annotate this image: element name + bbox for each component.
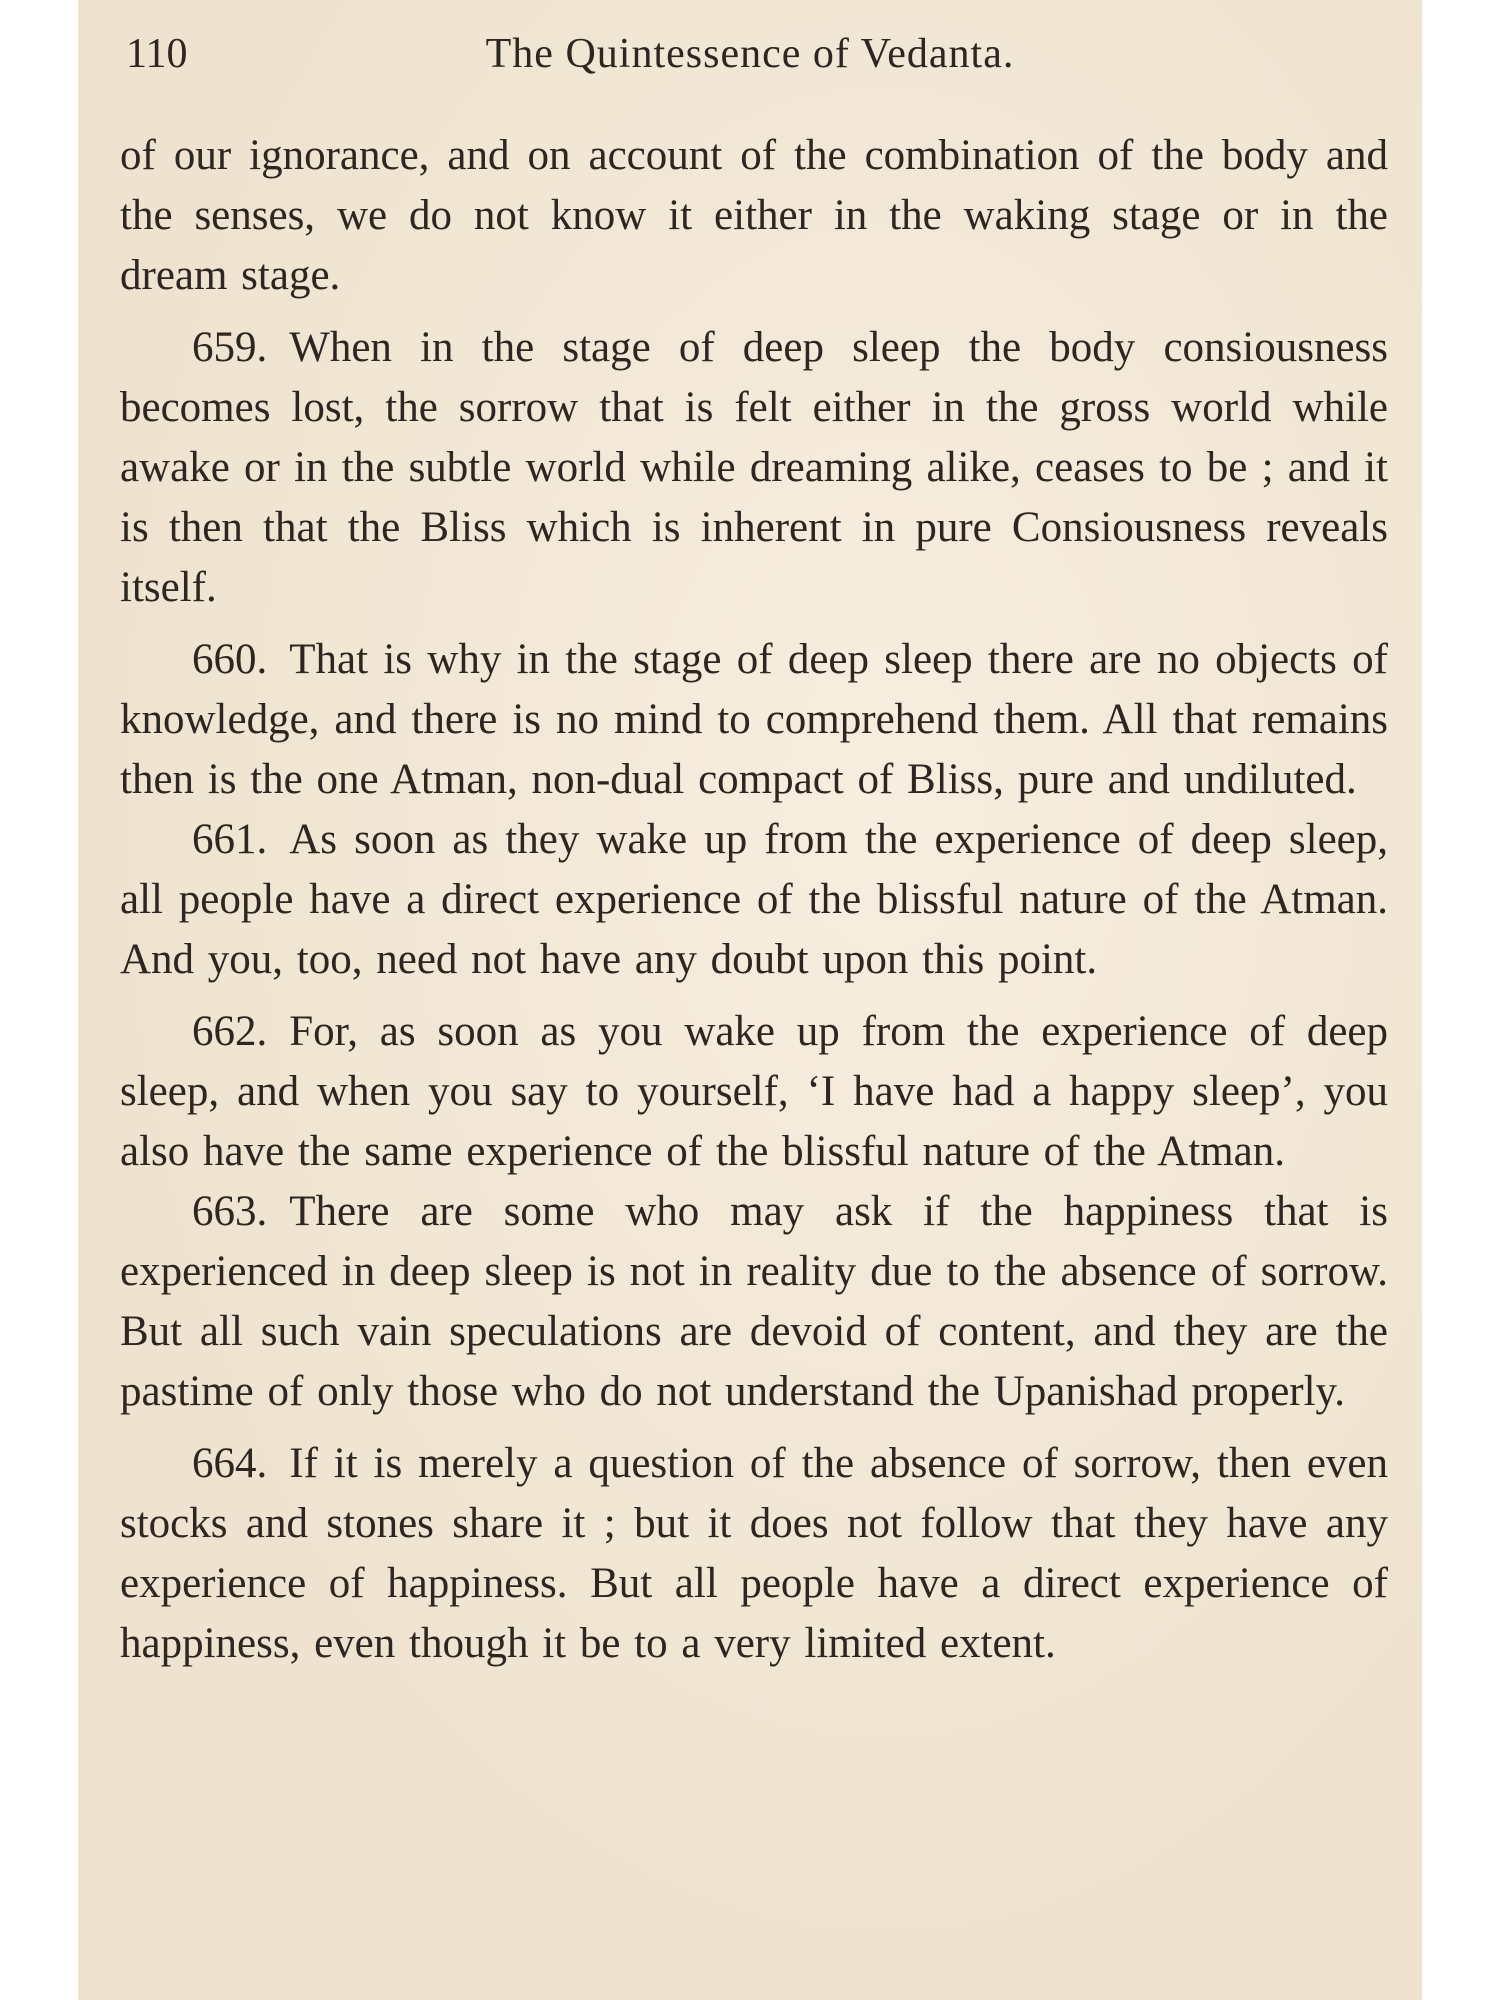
book-page: [78, 0, 1422, 2000]
paragraph-659: [120, 318, 1388, 618]
paragraph-number: 664.: [192, 1440, 268, 1487]
paragraph-text: As soon as they wake up from the experience of deep sleep, all people have a direct experience of the blissful nature of the Atman. And you, too, need not have any doubt upon this point.: [120, 816, 1388, 983]
paragraph-number: 662.: [192, 1008, 268, 1055]
running-title: The Quintessence of Vedanta.: [485, 31, 1015, 77]
paragraph-664: [120, 1434, 1388, 1674]
paragraph-661: [120, 810, 1388, 990]
paragraph-663: [120, 1182, 1388, 1422]
page-number: 110: [126, 31, 188, 77]
paragraph-number: 663.: [192, 1188, 268, 1235]
paragraph-662: [120, 1002, 1388, 1182]
running-head: [126, 24, 1374, 84]
paragraph-number: 659.: [192, 324, 268, 371]
paragraph-text: When in the stage of deep sleep the body consiousness becomes lost, the sorrow that is felt either in the gross world while awake or in the subtle world while dreaming alike, ceases to be ; and it is then that the Bliss which is inherent in pure Consiousness reveals itself.: [120, 324, 1388, 611]
paragraph-text: If it is merely a question of the absence of sorrow, then even stocks and stones share it ; but it does not follow that they have any experience of happiness. But all people have a direct experience of happiness, even though it be to a very limited extent.: [120, 1440, 1388, 1667]
paragraph-text: That is why in the stage of deep sleep there are no objects of knowledge, and there is no mind to comprehend them. All that remains then is the one Atman, non-dual compact of Bliss, pure and undiluted.: [120, 636, 1388, 803]
paragraph-text: For, as soon as you wake up from the experience of deep sleep, and when you say to yourself, ‘I have had a happy sleep’, you also have the same experience of the blissful nature of the Atman.: [120, 1008, 1388, 1175]
body-text: [120, 126, 1388, 1674]
paragraph-660: [120, 630, 1388, 810]
paragraph-number: 660.: [192, 636, 268, 683]
continuation-paragraph: of our ignorance, and on account of the combination of the body and the senses, we do not know it either in the waking stage or in the dream stage.: [120, 132, 1388, 299]
paragraph-text: There are some who may ask if the happiness that is experienced in deep sleep is not in reality due to the absence of sorrow. But all such vain speculations are devoid of content, and they are the pastime of only those who do not understand the Upanishad properly.: [120, 1188, 1388, 1415]
paragraph-number: 661.: [192, 816, 268, 863]
